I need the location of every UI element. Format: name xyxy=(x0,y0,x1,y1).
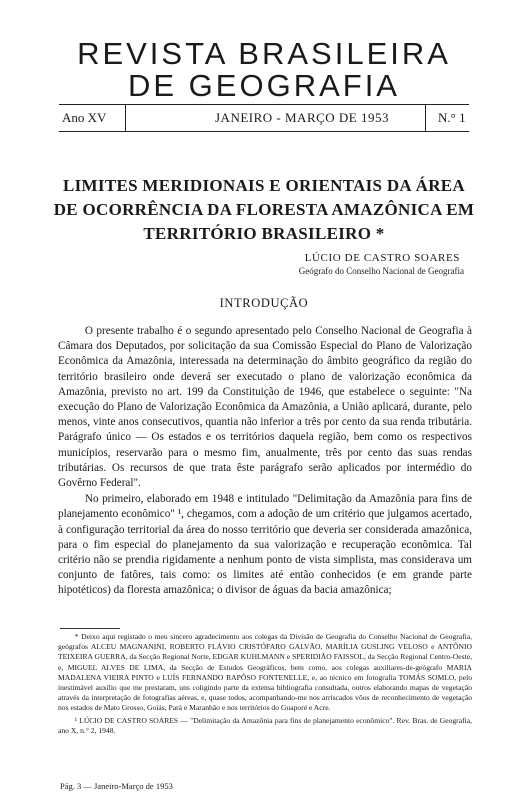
section-heading: INTRODUÇÃO xyxy=(219,296,309,310)
issue-volume: Ano XV xyxy=(62,110,107,125)
article-title-line-3: TERRITÓRIO BRASILEIRO * xyxy=(143,224,385,243)
footnote-rule xyxy=(60,628,120,629)
article-title-line-2: DE OCORRÊNCIA DA FLORESTA AMAZÔNICA EM xyxy=(53,200,475,219)
body-paragraph: O presente trabalho é o segundo apresentado pelo Conselho Nacional de Geografia à Câmara dos Deputados, por solicitação da sua Comissão Especial do Plano de Valorização Econômica da Amazônia, interessada na determinação do âmbito geográfico da região do território brasileiro onde deverá ser executado o plano de valorização econômica da Amazônia, previsto no art. 199 da Constituição de 1946, que estabelece o seguinte: "Na execução do Plano de Valorização Econômica da Amazônia, a União aplicará, durante, pelo menos, vinte anos consecutivos, quantia não inferior a três por cento da sua renda tributária. Parágrafo único — Os estados e os territórios daquela região, bem como os respectivos municípios, reservarão para o mesmo fim, anualmente, três por cento das suas rendas tributárias. Os recursos de que trata êste parágrafo serão aplicados por intermédio do Govêrno Federal". xyxy=(58,325,472,490)
article-title xyxy=(30,174,498,246)
body-paragraph: No primeiro, elaborado em 1948 e intitulado "Delimitação da Amazônia para fins de planejamento econômico" ¹, chegamos, com a adoção de um critério que julgamos acertado, à configuração territorial da área do nosso território que deveria ser considerada amazônica, para o fim especial do planejamento da sua valorização e recuperação econômica. Tal critério não se prendia rigidamente a nenhum ponto de vista simplista, mas considerava um conjunto de fatôres, tais como: os limites até então conhecidos (e em grande parte hipotéticos) da floresta amazônica; o divisor de águas da bacia amazônica; xyxy=(58,493,472,597)
issue-number: N.° 1 xyxy=(438,110,466,125)
journal-title-line-2: DE GEOGRAFIA xyxy=(128,68,400,103)
issue-divider xyxy=(125,105,126,131)
issue-divider xyxy=(425,105,426,131)
article-author: LÚCIO DE CASTRO SOARES xyxy=(304,252,460,264)
footnotes xyxy=(58,632,472,736)
issue-info-bar xyxy=(59,104,469,132)
article-body xyxy=(58,324,472,599)
issue-date: JANEIRO - MARÇO DE 1953 xyxy=(215,110,389,125)
page-footer: Pág. 3 — Janeiro-Março de 1953 xyxy=(60,781,173,791)
journal-title xyxy=(0,38,528,102)
journal-title-line-1: REVISTA BRASILEIRA xyxy=(77,36,451,71)
footnote: * Deixo aqui registado o meu sincero agradecimento aos colegas da Divisão de Geografia do Conselho Nacional de Geografia, geógrafos ALCEU MAGNANINI, ROBERTO FLÁVIO CRISTÓFARO GALVÃO, MARÍLIA GUSLING VELOSO e ANTÔNIO TEIXEIRA GUERRA, da Secção Regional Norte, EDGAR KUHLMANN e SPERIDIÃO FAISSOL, da Secção Regional Centro-Oeste, e, MIGUEL ALVES DE LIMA, da Secção de Estudos Geográficos, bem como, aos colegas auxiliares-de-geógrafo MARIA MADALENA VIEIRA PINTO e LUÍS FERNANDO RAPÔSO FONTENELLE, e, ao técnico em fotografia TOMÁS SOMLO, pelo inestimável auxílio que me prestaram, uns coligindo parte da extensa bibliografia consultada, outros elaborando mapas de vegetação através da interpretação de fotografias aéreas, e, quase todos, acompanhando-me nos arriscados vôos de reconhecimento de vegetação nos estados de Mato Grosso, Goiás, Pará e Maranhão e nos territórios do Guaporé e Acre. xyxy=(58,632,472,713)
author-affiliation: Geógrafo do Conselho Nacional de Geografia xyxy=(298,266,464,276)
article-title-line-1: LIMITES MERIDIONAIS E ORIENTAIS DA ÁREA xyxy=(63,176,465,195)
footnote: ¹ LÚCIO DE CASTRO SOARES — "Delimitação da Amazônia para fins de planejamento econômico". Rev. Bras. de Geografia, ano X, n.° 2, 1948. xyxy=(58,715,472,735)
